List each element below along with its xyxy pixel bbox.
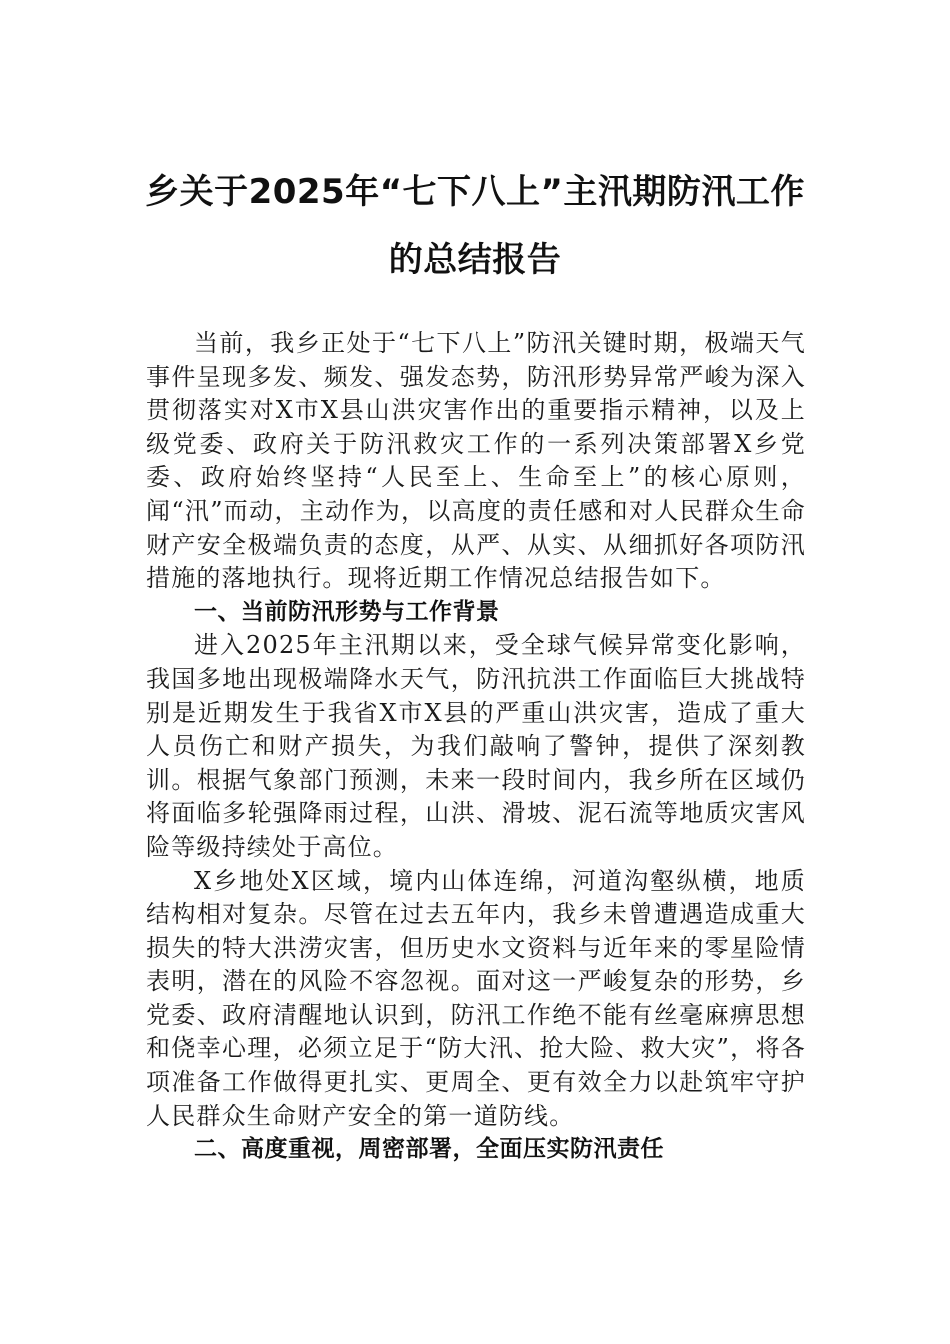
section-1-heading: 一、当前防汛形势与工作背景 bbox=[194, 598, 500, 625]
section-2-heading: 二、高度重视，周密部署，全面压实防汛责任 bbox=[194, 1136, 664, 1163]
intro-paragraph: 当前，我乡正处于“七下八上”防汛关键时期，极端天气事件呈现多发、频发、强发态势，防汛形势异常严峻为深入贯彻落实对X市X县山洪灾害作出的重要指示精神，以及上级党委、政府关于防汛救灾工作的一系列决策部署X乡党委、政府始终坚持“人民至上、生命至上”的核心原则，闻“汛”而动，主动作为，以高度的责任感和对人民群众生命财产安全极端负责的态度，从严、从实、从细抓好各项防汛措施的落地执行。现将近期工作情况总结报告如下。 bbox=[146, 329, 806, 593]
document-title: 乡关于2025年“七下八上”主汛期防汛工作的总结报告 bbox=[145, 172, 805, 280]
document-body bbox=[146, 327, 806, 1167]
section-1-paragraph-2: X乡地处X区域，境内山体连绵，河道沟壑纵横，地质结构相对复杂。尽管在过去五年内，我乡未曾遭遇造成重大损失的特大洪涝灾害，但历史水文资料与近年来的零星险情表明，潜在的风险不容忽视。面对这一严峻复杂的形势，乡党委、政府清醒地认识到，防汛工作绝不能有丝毫麻痹思想和侥幸心理，必须立足于“防大汛、抢大险、救大灾”，将各项准备工作做得更扎实、更周全、更有效全力以赴筑牢守护人民群众生命财产安全的第一道防线。 bbox=[146, 866, 806, 1130]
section-1-paragraph-1: 进入2025年主汛期以来，受全球气候异常变化影响，我国多地出现极端降水天气，防汛抗洪工作面临巨大挑战特别是近期发生于我省X市X县的严重山洪灾害，造成了重大人员伤亡和财产损失，为我们敲响了警钟，提供了深刻教训。根据气象部门预测，未来一段时间内，我乡所在区域仍将面临多轮强降雨过程，山洪、滑坡、泥石流等地质灾害风险等级持续处于高位。 bbox=[146, 631, 806, 861]
